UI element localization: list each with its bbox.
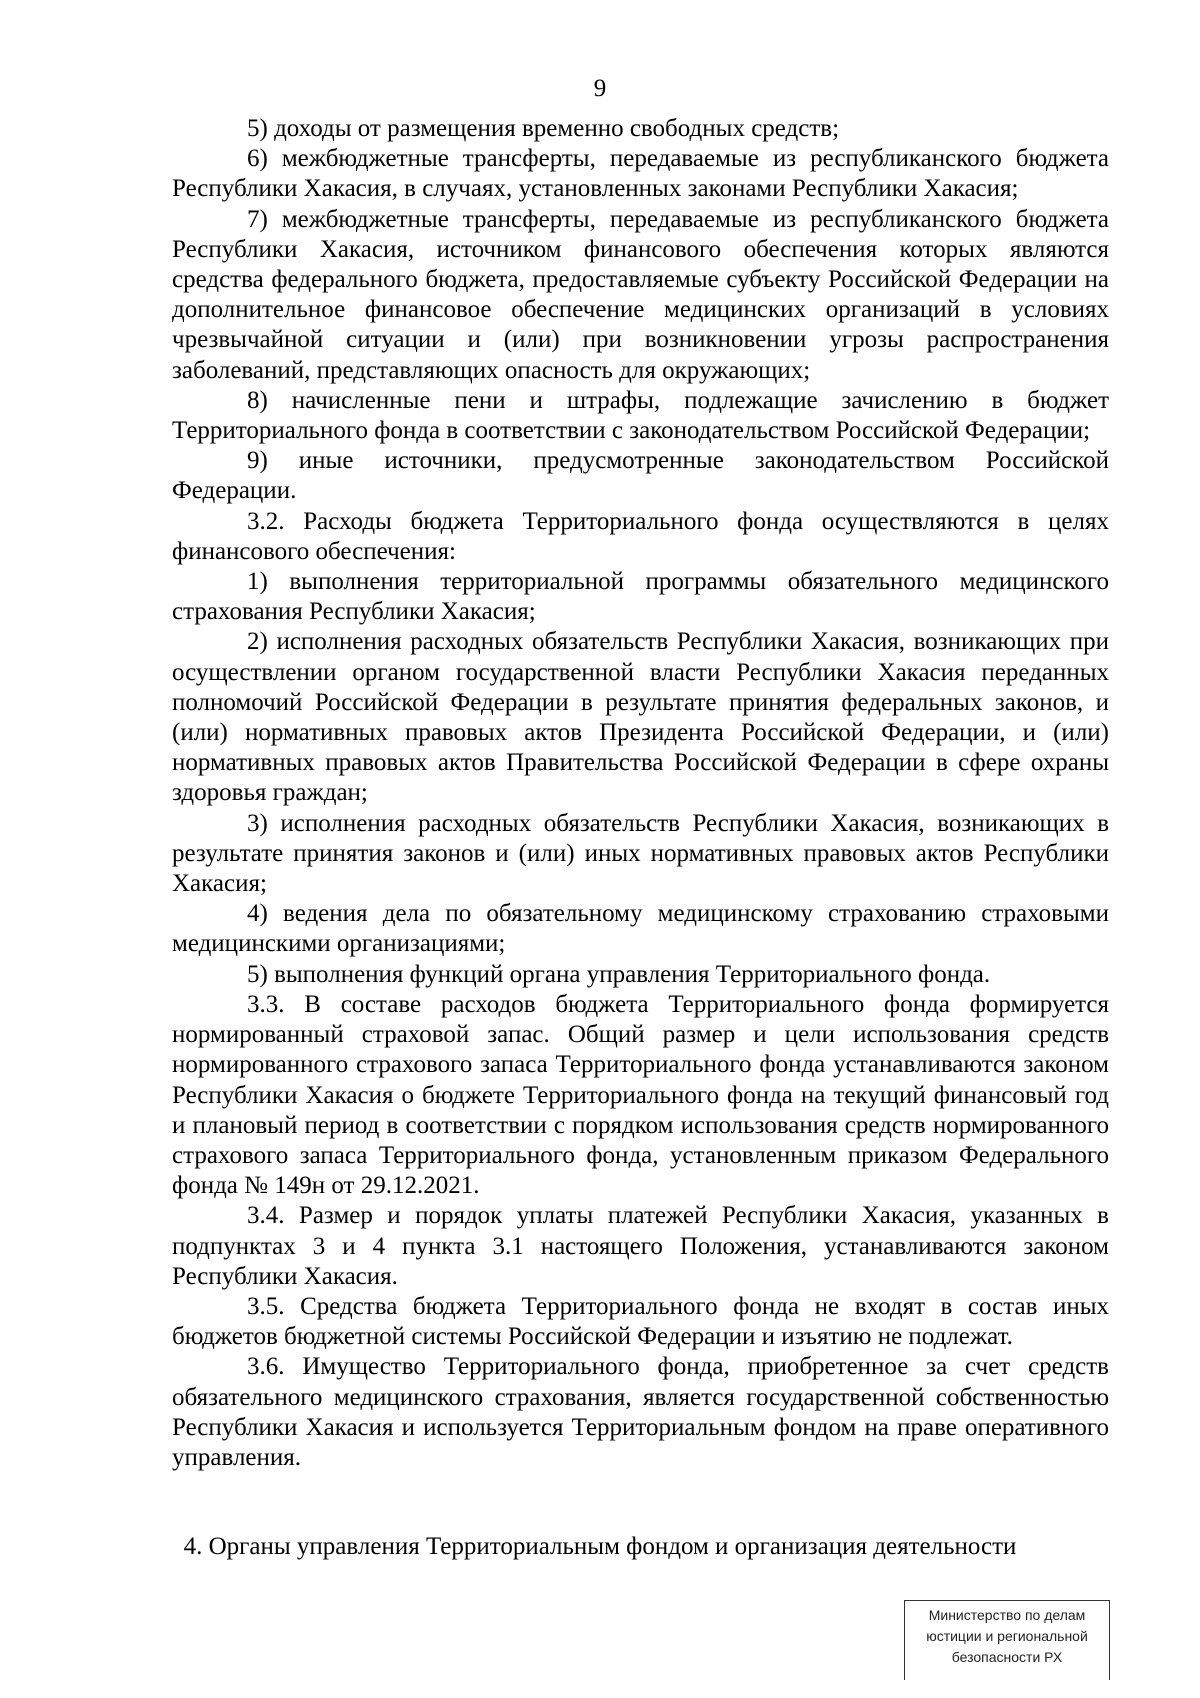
section-title: 4. Органы управления Территориальным фондом и организация деятельности xyxy=(183,1533,1017,1560)
paragraph-3-5: 3.5. Средства бюджета Территориального фонда не входят в состав иных бюджетов бюджетной системы Российской Федерации и изъятию не подлежат. xyxy=(172,1292,1109,1351)
paragraph-income-8: 8) начисленные пени и штрафы, подлежащие зачислению в бюджет Территориального фонда в соответствии с законодательством Российской Федерации; xyxy=(172,386,1109,445)
registration-stamp xyxy=(904,1600,1110,1680)
paragraph-expense-4: 4) ведения дела по обязательному медицинскому страхованию страховыми медицинскими организациями; xyxy=(172,900,1109,958)
paragraph-3-2: 3.2. Расходы бюджета Территориального фонда осуществляются в целях финансового обеспечения: xyxy=(172,507,1109,565)
paragraph-income-5: 5) доходы от размещения временно свободных средств; xyxy=(247,115,840,142)
stamp-line-1: Министерство по делам xyxy=(928,1607,1086,1623)
paragraph-expense-1: 1) выполнения территориальной программы обязательного медицинского страхования Республики Хакасия; xyxy=(172,568,1109,626)
paragraph-income-7: 7) межбюджетные трансферты, передаваемые из республиканского бюджета Республики Хакасия, источником финансового обеспечения которых являются средства федерального бюджета, предоставляемые субъекту Российской Федерации на дополнительное финансовое обеспечение медицинских организаций в условиях чрезвычайной ситуации и (или) при возникновении угрозы распространения заболеваний, представляющих опасность для окружающих; xyxy=(172,205,1109,384)
paragraph-3-4: 3.4. Размер и порядок уплаты платежей Республики Хакасия, указанных в подпунктах 3 и 4 пункта 3.1 настоящего Положения, устанавливаются законом Республики Хакасия. xyxy=(172,1202,1109,1290)
paragraph-3-6: 3.6. Имущество Территориального фонда, приобретенное за счет средств обязательного медицинского страхования, является государственной собственностью Республики Хакасия и используется Территориальным фондом на праве оперативного управления. xyxy=(172,1353,1109,1471)
paragraph-expense-2: 2) исполнения расходных обязательств Республики Хакасия, возникающих при осуществлении органом государственной власти Республики Хакасия переданных полномочий Российской Федерации в результате принятия федеральных законов, и (или) нормативных правовых актов Президента Российской Федерации, и (или) нормативных правовых актов Правительства Российской Федерации в сфере охраны здоровья граждан; xyxy=(172,628,1109,807)
paragraph-expense-5: 5) выполнения функций органа управления Территориального фонда. xyxy=(247,960,991,988)
paragraph-expense-3: 3) исполнения расходных обязательств Республики Хакасия, возникающих в результате принятия законов и (или) иных нормативных правовых актов Республики Хакасия; xyxy=(172,809,1109,898)
paragraph-income-9: 9) иные источники, предусмотренные законодательством Российской Федерации. xyxy=(172,447,1109,505)
paragraph-income-6: 6) межбюджетные трансферты, передаваемые из республиканского бюджета Республики Хакасия, в случаях, установленных законами Республики Хакасия; xyxy=(172,145,1109,203)
document-body xyxy=(172,114,1109,1473)
stamp-line-2: юстиции и региональной xyxy=(926,1628,1088,1644)
stamp-line-3: безопасности РХ xyxy=(951,1649,1063,1665)
page-number: 9 xyxy=(593,75,607,102)
paragraph-3-3: 3.3. В составе расходов бюджета Территориального фонда формируется нормированный страховой запас. Общий размер и цели использования средств нормированного страхового запаса Территориального фонда устанавливаются законом Республики Хакасия о бюджете Территориального фонда на текущий финансовый год и плановый период в соответствии с порядком использования средств нормированного страхового запаса Территориального фонда, установленным приказом Федерального фонда № 149н от 29.12.2021. xyxy=(172,990,1109,1200)
